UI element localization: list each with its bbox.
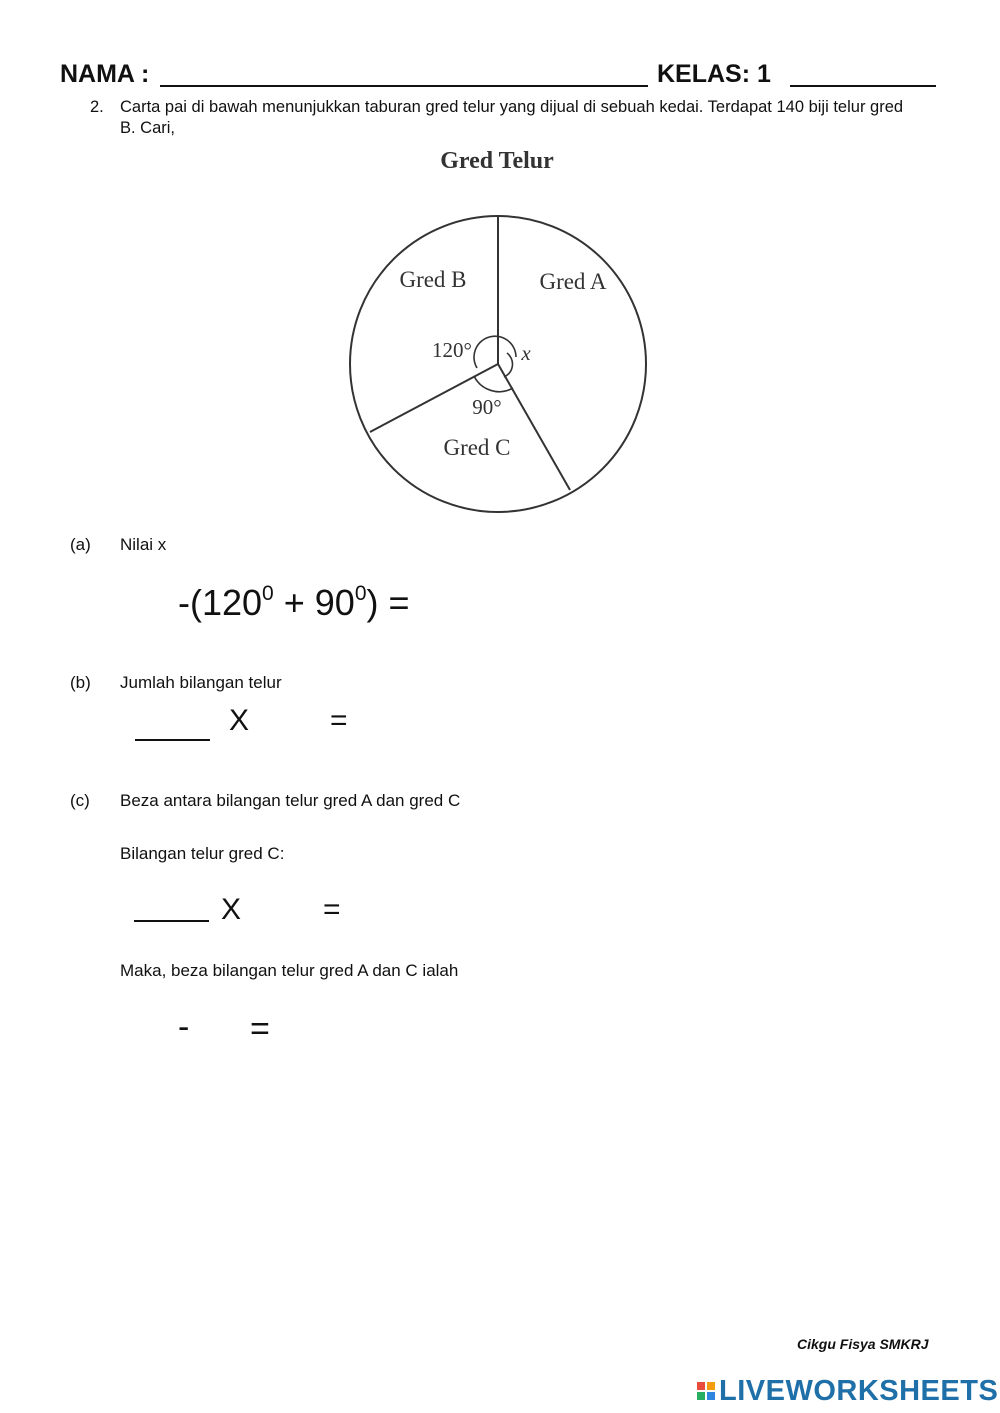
part-c-label: (c) xyxy=(70,791,90,810)
eq-degree-1: 0 xyxy=(262,582,274,605)
slice-label-gred-b: Gred B xyxy=(399,267,467,292)
part-c-sub-prompt: Bilangan telur gred C: xyxy=(120,844,285,863)
liveworksheets-brand: LIVEWORKSHEETS xyxy=(719,1375,999,1407)
part-b-times: X xyxy=(229,704,250,737)
part-b-fraction-blank[interactable] xyxy=(135,739,210,741)
part-c-equals-final: = xyxy=(250,1010,270,1048)
pie-radius-right xyxy=(498,364,570,490)
name-label: NAMA : xyxy=(60,60,150,88)
eq-degree-2: 0 xyxy=(354,582,367,605)
part-c-final-answer-field[interactable] xyxy=(285,1008,485,1048)
part-c-answer-field[interactable] xyxy=(355,890,555,930)
angle-label-gred-c: 90° xyxy=(472,395,502,419)
eq-middle: + 90 xyxy=(273,582,355,623)
eq-prefix: -(120 xyxy=(178,582,263,623)
class-blank-line[interactable] xyxy=(790,85,936,87)
question-number: 2. xyxy=(90,98,104,116)
part-c-prompt: Beza antara bilangan telur gred A dan gred C xyxy=(120,791,461,810)
part-a-equation xyxy=(178,582,410,624)
chart-title: Gred Telur xyxy=(440,148,554,174)
slice-label-gred-c: Gred C xyxy=(443,435,511,460)
part-c-minus: - xyxy=(178,1008,190,1046)
angle-arc-gred-b xyxy=(474,336,516,368)
angle-arc-x xyxy=(504,353,513,377)
pie-chart xyxy=(330,138,670,518)
part-b-prompt: Jumlah bilangan telur xyxy=(120,673,282,692)
logo-square-orange xyxy=(707,1382,715,1390)
part-a-label: (a) xyxy=(70,535,91,554)
part-c-times: X xyxy=(221,893,242,926)
part-b-equals: = xyxy=(330,704,348,737)
part-b-label: (b) xyxy=(70,673,91,692)
author-credit: Cikgu Fisya SMKRJ xyxy=(797,1336,929,1352)
part-c-fraction-blank[interactable] xyxy=(134,920,209,922)
question-text: Carta pai di bawah menunjukkan taburan gred telur yang dijual di sebuah kedai. Terdapat 140 biji telur gred B. Cari, xyxy=(120,98,904,137)
logo-square-green xyxy=(697,1392,705,1400)
liveworksheets-logo-icon xyxy=(697,1382,715,1400)
angle-label-x: x xyxy=(521,341,531,365)
class-label: KELAS: 1 xyxy=(657,60,771,88)
slice-label-gred-a: Gred A xyxy=(539,269,607,294)
part-b-answer-field[interactable] xyxy=(360,700,560,740)
logo-square-blue xyxy=(707,1392,715,1400)
part-a-answer-field[interactable] xyxy=(440,588,740,628)
eq-suffix: ) = xyxy=(366,582,410,623)
part-c-conclusion: Maka, beza bilangan telur gred A dan C ialah xyxy=(120,961,459,980)
name-blank-line[interactable] xyxy=(160,85,648,87)
angle-label-gred-b: 120° xyxy=(432,338,472,362)
part-a-prompt: Nilai x xyxy=(120,535,167,554)
logo-square-red xyxy=(697,1382,705,1390)
part-c-equals: = xyxy=(323,893,341,926)
